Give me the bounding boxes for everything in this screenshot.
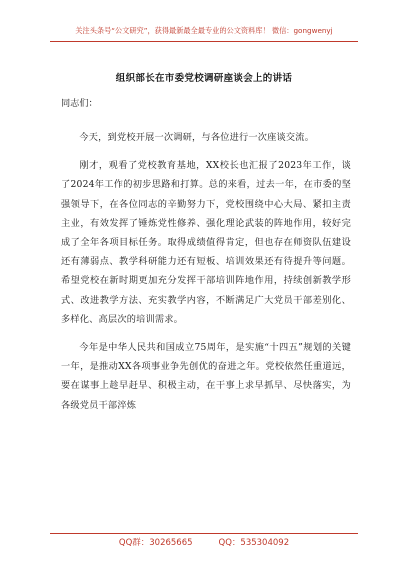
document-body [61,96,351,415]
footer-contact [0,536,408,548]
paragraph-3: 今年是中华人民共和国成立75周年，是实施“十四五”规划的关键一年，是推动XX各项事业争先创优的奋进之年。党校依然任重道远，要在谋事上趁早赶早、积极主动，在干事上求早抓早、尽快落实，为各级党员干部淬炼 [61,342,351,411]
footer-qq-group: QQ群：30265665 [118,538,193,548]
paragraph-2: 刚才，观看了党校教育基地，XX校长也汇报了2023年工作，谈了2024年工作的初步思路和打算。总的来看，过去一年，在市委的坚强领导下，在各位同志的辛勤努力下，党校围绕中心大局、紧扣主责主业，有效发挥了锤炼党性修养、强化理论武装的阵地作用，较好完成了全年各项目标任务。取得成绩值得肯定，但也存在师资队伍建设还有薄弱点、教学科研能力还有短板、培训效果还有待提升等问题。希望党校在新时期更加充分发挥干部培训阵地作用，持续创新教学形式、改进教学方法、充实教学内容，不断满足广大党员干部差别化、多样化、高层次的培训需求。 [61,160,351,325]
document-title: 组织部长在市委党校调研座谈会上的讲话 [115,73,293,84]
greeting: 同志们： [61,98,98,109]
footer-qq: QQ：535304092 [218,538,290,548]
header-promo: 关注头条号“公文研究”，获得最新最全最专业的公文资料库！ 微信：gongwenyj [75,26,333,35]
paragraph-1: 今天，到党校开展一次调研，与各位进行一次座谈交流。 [79,132,315,143]
footer-divider [50,533,358,534]
header-divider [50,41,358,42]
